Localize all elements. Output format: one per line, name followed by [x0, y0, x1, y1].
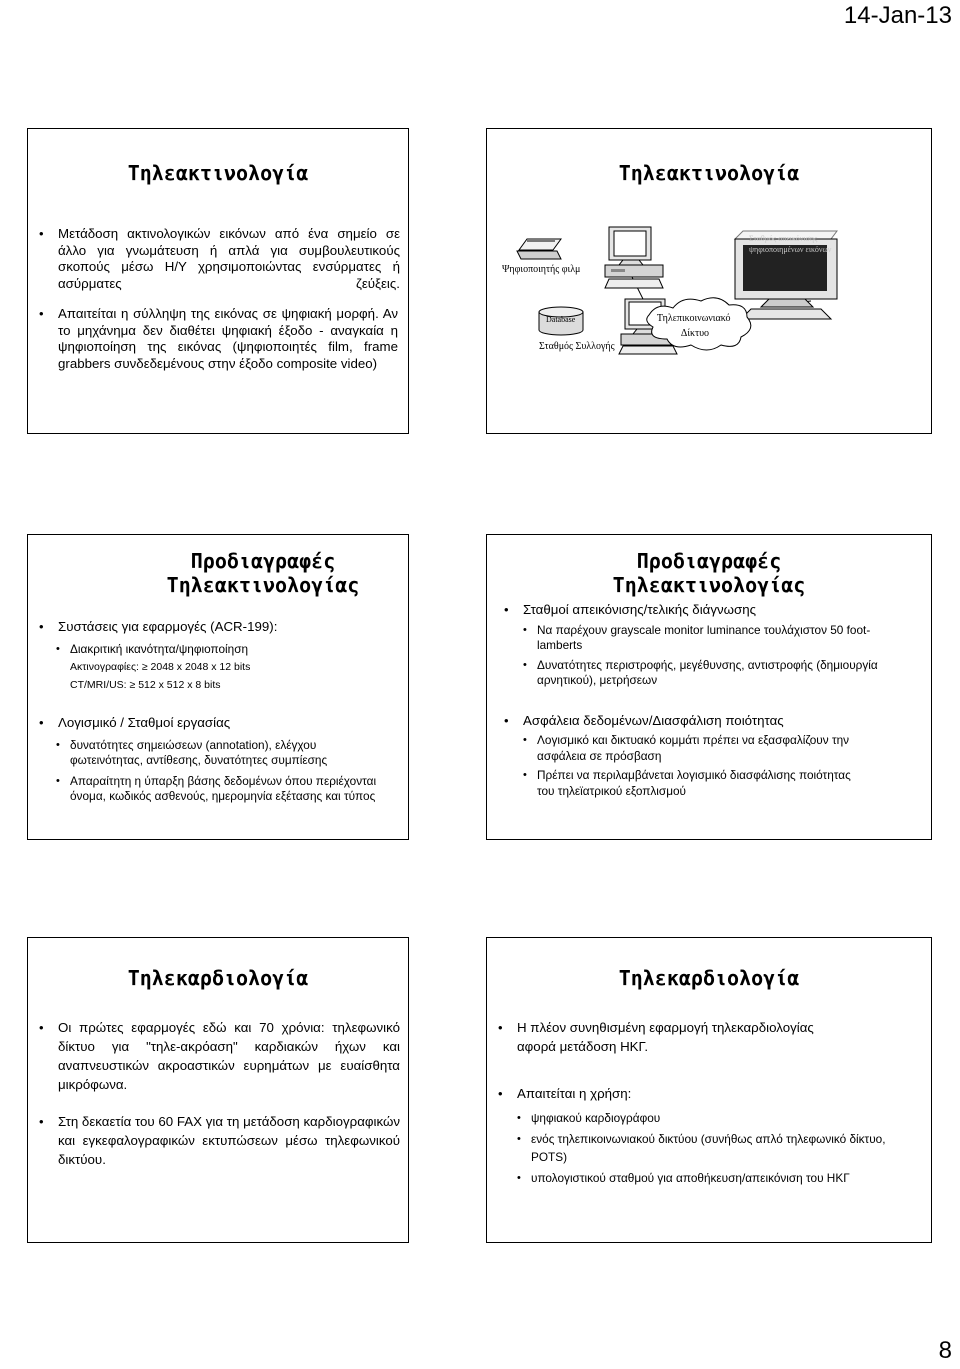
slide-telecardiology-requirements	[486, 937, 932, 1243]
bullet-item	[501, 713, 921, 800]
sub-bullet-item: • Πρέπει να περιλαμβάνεται λογισμικό διασφάλισης ποιότητας του τηλεϊατρικού εξοπλισμού	[519, 768, 921, 799]
bullet-text: Ασφάλεια δεδομένων/Διασφάλιση ποιότητας	[523, 712, 784, 728]
database-label: Database	[546, 315, 576, 324]
sub-bullet-item: • Δυνατότητες περιστροφής, μεγέθυνσης, αντιστροφής (δημιουργία αρνητικού), μετρήσεων	[519, 658, 921, 689]
slide-title-line: Τηλεακτινολογίας	[166, 573, 360, 597]
slide-title: Τηλεκαρδιολογία	[618, 966, 800, 990]
bullet-item: • Η πλέον συνηθισμένη εφαρμογή τηλεκαρδιολογίας αφορά μετάδοση ΗΚΓ.	[495, 1018, 905, 1056]
bullet-list	[36, 226, 400, 372]
slide-teleradiology-specs-2	[486, 534, 932, 840]
sub-bullet-item: • δυνατότητες σημειώσεων (annotation), ελέγχου φωτεινότητας, αντίθεσης, δυνατότητες συμπίεσης	[52, 738, 400, 769]
slide-title-line: Προδιαγραφές	[190, 549, 336, 573]
bullet-list	[36, 1018, 400, 1169]
sub-bullet-item: • Απαραίτητη η ύπαρξη βάσης δεδομένων όπου περιέχονται όνομα, κωδικός ασθενούς, ημερομηνία εξέτασης και τύπος	[52, 774, 400, 805]
spec-line: CT/MRI/US: ≥ 512 x 512 x 8 bits	[70, 678, 221, 691]
bullet-item: • Μετάδοση ακτινολογικών εικόνων από ένα σημείο σε άλλο για γνωμάτευση ή απλά για συμβουλευτικούς σκοπούς μέσω Η/Υ χρησιμοποιώντας ενσύρματες ή ασύρματες ζεύξεις.	[36, 226, 400, 292]
page-number: 8	[938, 1337, 952, 1364]
slide-title	[118, 549, 408, 597]
slide-title: Τηλεακτινολογία	[127, 161, 309, 185]
station-label: Σταθμός Συλλογής	[539, 341, 615, 352]
scanner-label: Ψηφιοποιητής φιλμ	[502, 264, 581, 275]
bullet-item	[501, 602, 921, 689]
desktop-computer-icon	[605, 227, 663, 288]
spec-line: Ακτινογραφίες: ≥ 2048 x 2048 x 12 bits	[70, 661, 251, 673]
slide-teleradiology-diagram	[486, 128, 932, 434]
bullet-item	[36, 619, 400, 693]
slide-title: Τηλεακτινολογία	[618, 161, 800, 185]
slide-title-line: Τηλεακτινολογίας	[612, 573, 806, 597]
sub-bullet-item: • Διακριτική ικανότητα/ψηφιοποίηση	[52, 642, 400, 658]
sub-bullet-item: • ενός τηλεπικοινωνιακού δικτύου (συνήθως απλό τηλεφωνικό δίκτυο, POTS)	[513, 1130, 905, 1166]
slide-title	[487, 549, 931, 597]
header-date: 14-Jan-13	[843, 2, 952, 29]
bullet-list	[501, 602, 921, 799]
workstation-label: Σταθμός απεικόνισης ψηφιοποιημένων εικόνων	[749, 234, 832, 254]
bullet-text: Απαιτείται η χρήση:	[517, 1086, 632, 1101]
sub-bullet-item: • ψηφιακού καρδιογράφου	[513, 1109, 905, 1127]
network-label: Τηλεπικοινωνιακό Δίκτυο	[656, 313, 731, 339]
slide-teleradiology-definition	[27, 128, 409, 434]
slide-title-line: Προδιαγραφές	[636, 549, 782, 573]
bullet-list	[495, 1018, 905, 1187]
sub-bullet-item: • Λογισμικό και δικτυακό κομμάτι πρέπει να εξασφαλίζουν την ασφάλεια σε πρόσβαση	[519, 733, 921, 764]
slide-telecardiology-history	[27, 937, 409, 1243]
teleradiology-network-diagram	[487, 195, 932, 434]
bullet-item	[36, 715, 400, 805]
slide-title: Τηλεκαρδιολογία	[127, 966, 309, 990]
sub-bullet-item: • Να παρέχουν grayscale monitor luminance τουλάχιστον 50 foot-lamberts	[519, 623, 921, 654]
bullet-list	[36, 619, 400, 805]
sub-bullet-item: • υπολογιστικού σταθμού για αποθήκευση/απεικόνιση του ΗΚΓ	[513, 1169, 905, 1187]
bullet-item	[495, 1086, 905, 1187]
bullet-text: Συστάσεις για εφαρμογές (ACR-199):	[58, 619, 278, 634]
film-scanner-icon	[517, 239, 561, 259]
slide-teleradiology-specs-1	[27, 534, 409, 840]
bullet-item: • Στη δεκαετία του 60 FAX για τη μετάδοση καρδιογραφικών και εγκεφαλογραφικών εκτυπώσεων μέσω τηλεφωνικού δικτύου.	[36, 1112, 400, 1169]
bullet-item: • Απαιτείται η σύλληψη της εικόνας σε ψηφιακή μορφή. Αν το μηχάνημα δεν διαθέτει ψηφιακή έξοδο - αναγκαία η ψηφιοποίηση της εικόνας (ψηφιοποιητές film, frame grabbers συνδεδεμένους στην έξοδο composite video)	[36, 306, 400, 372]
bullet-text: Λογισμικό / Σταθμοί εργασίας	[58, 715, 231, 730]
bullet-item: • Οι πρώτες εφαρμογές εδώ και 70 χρόνια: τηλεφωνικό δίκτυο για "τηλε-ακρόαση" καρδιακών ήχων και αναπνευστικών ακροαστικών ευρημάτων με ευαίσθητα μικρόφωνα.	[36, 1018, 400, 1094]
bullet-text: Σταθμοί απεικόνισης/τελικής διάγνωσης	[523, 602, 757, 617]
